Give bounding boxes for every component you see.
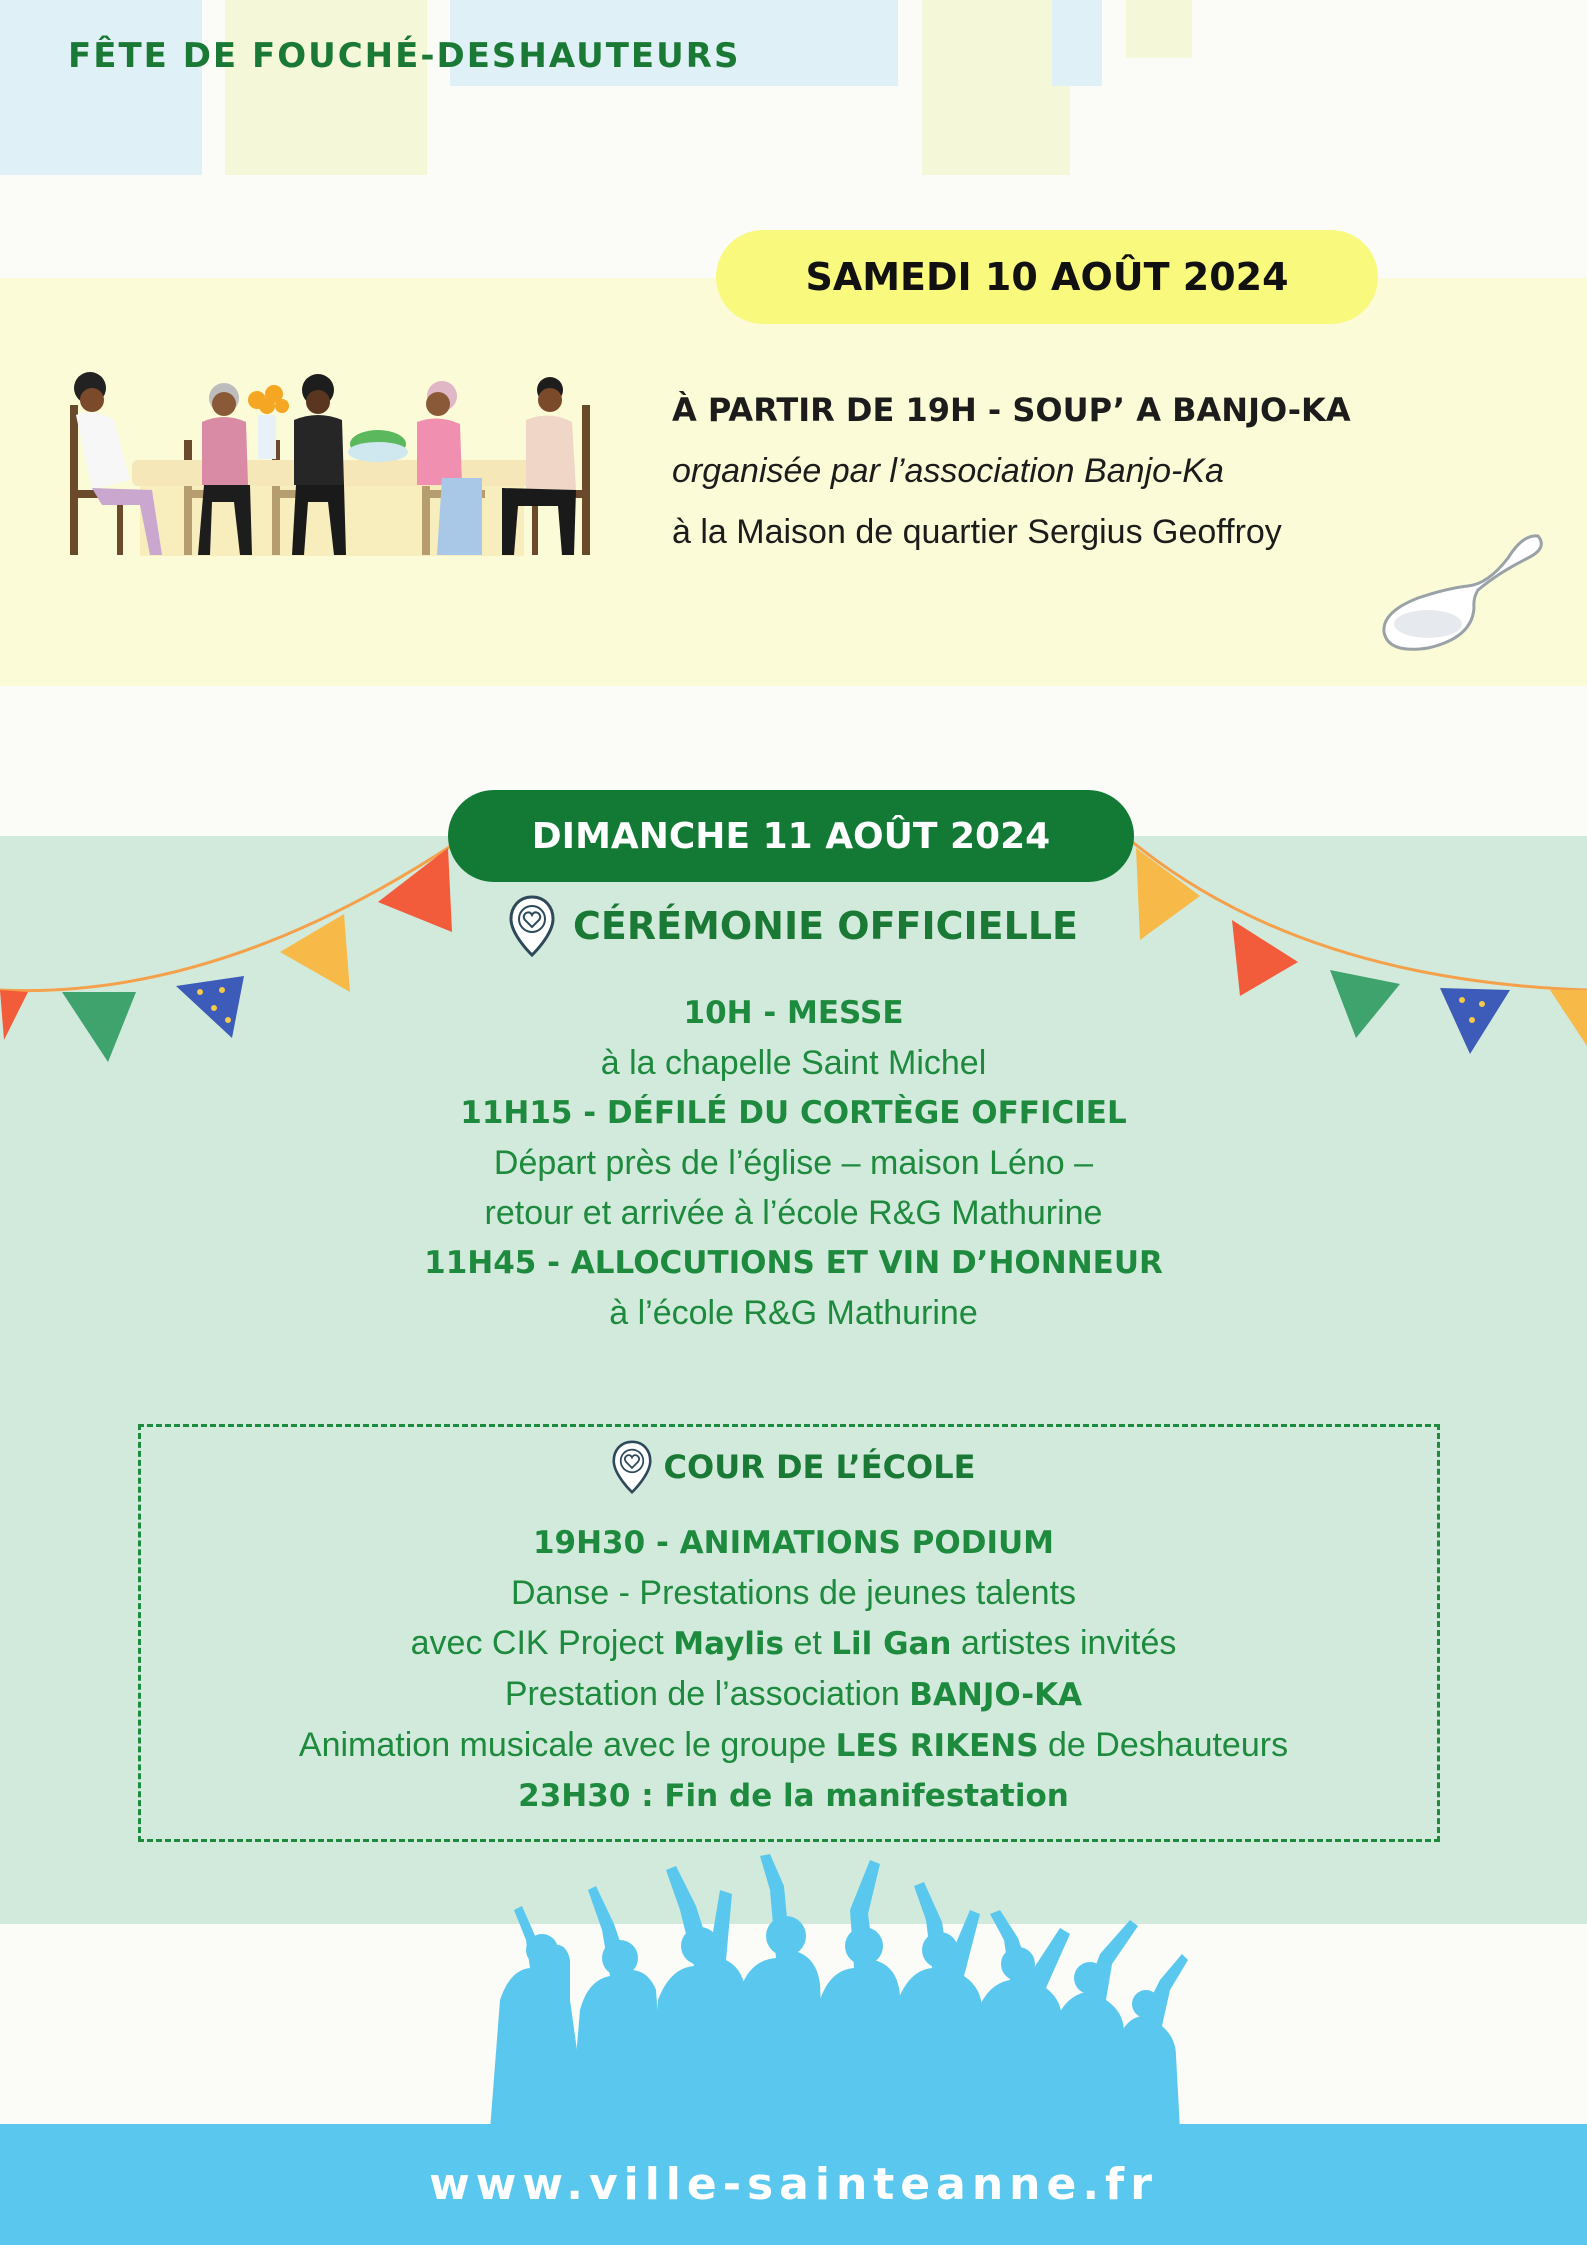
saturday-venue: à la Maison de quartier Sergius Geoffroy: [672, 513, 1282, 551]
ceremony-line: 10H - MESSE: [683, 995, 904, 1031]
ceremony-title: CÉRÉMONIE OFFICIELLE: [572, 904, 1079, 948]
ceremony-line: 11H15 - DÉFILÉ DU CORTÈGE OFFICIEL: [460, 1095, 1127, 1131]
saturday-details: [672, 380, 1351, 563]
end-time: 23H30 : Fin de la manifestation: [518, 1778, 1069, 1814]
association-name: BANJO-KA: [909, 1677, 1083, 1713]
school-schedule: [0, 1518, 1587, 1821]
heart-location-pin-icon: [509, 895, 555, 957]
decor-block-yellow-1: [225, 0, 427, 175]
website-link[interactable]: www.ville-sainteanne.fr: [429, 2159, 1158, 2210]
ceremony-schedule: [0, 988, 1587, 1338]
decor-block-yellow-2: [922, 0, 1070, 175]
guest-artist: Maylis: [673, 1626, 785, 1662]
ceremony-line: 11H45 - ALLOCUTIONS ET VIN D’HONNEUR: [424, 1245, 1163, 1281]
decor-block-blue-1: [0, 0, 202, 175]
music-line: Animation musicale avec le groupe LES RIKENS de Deshauteurs: [298, 1726, 1289, 1764]
heart-location-pin-icon: [612, 1440, 652, 1494]
cheering-crowd-silhouette: [470, 1850, 1190, 2130]
footer-website: [0, 2124, 1587, 2245]
ceremony-heading: [0, 895, 1587, 957]
ceremony-line: Départ près de l’église – maison Léno –: [493, 1144, 1094, 1182]
association-line: Prestation de l’association BANJO-KA: [504, 1675, 1083, 1713]
podium-time: 19H30 - ANIMATIONS PODIUM: [532, 1525, 1055, 1561]
ceremony-line: à la chapelle Saint Michel: [600, 1044, 987, 1082]
school-heading: [0, 1440, 1587, 1494]
ceremony-line: retour et arrivée à l’école R&G Mathurine: [484, 1194, 1103, 1232]
saturday-organizer: organisée par l’association Banjo-Ka: [672, 452, 1224, 490]
family-dinner-illustration: [62, 360, 602, 580]
ceremony-line: à l’école R&G Mathurine: [609, 1294, 978, 1332]
school-title: COUR DE L’ÉCOLE: [663, 1448, 976, 1486]
guest-artist: Lil Gan: [831, 1626, 952, 1662]
dance-line: Danse - Prestations de jeunes talents: [510, 1574, 1077, 1612]
saturday-time-activity: À PARTIR DE 19H - SOUP’ A BANJO-KA: [672, 391, 1351, 429]
sunday-date-pill: DIMANCHE 11 AOÛT 2024: [448, 790, 1134, 882]
decor-block-blue-3: [1052, 0, 1102, 86]
event-title: FÊTE DE FOUCHÉ-DESHAUTEURS: [68, 36, 741, 76]
saturday-date-pill: SAMEDI 10 AOÛT 2024: [716, 230, 1378, 324]
guests-line: avec CIK Project Maylis et Lil Gan artistes invités: [410, 1624, 1177, 1662]
band-name: LES RIKENS: [835, 1728, 1039, 1764]
decor-block-yellow-3: [1126, 0, 1192, 58]
soup-spoon-icon: [1378, 528, 1548, 658]
